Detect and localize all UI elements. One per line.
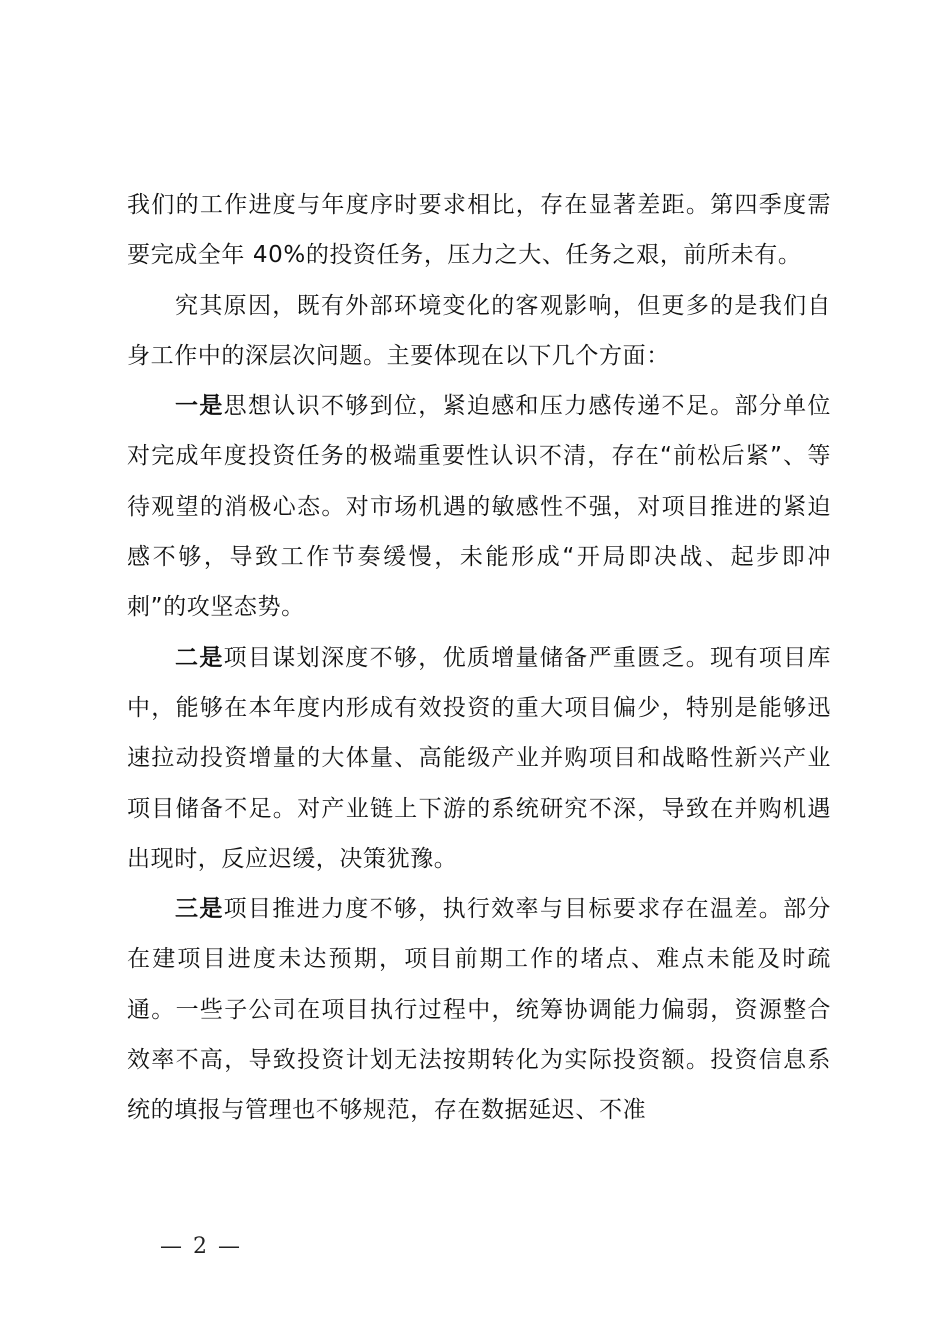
paragraph-2-text: 究其原因，既有外部环境变化的客观影响，但更多的是我们自身工作中的深层次问题。主要体现在以下几个方面： [127,292,831,369]
paragraph-3 [127,381,831,632]
paragraph-1 [127,180,831,281]
paragraph-1-text: 我们的工作进度与年度序时要求相比，存在显著差距。第四季度需要完成全年 40%的投资任务，压力之大、任务之艰，前所未有。 [127,192,831,269]
page-number: — 2 — [160,1234,242,1259]
paragraph-5 [127,884,831,1135]
paragraph-2 [127,281,831,382]
paragraph-4-lead: 二是 [175,644,224,671]
paragraph-5-lead: 三是 [175,896,224,923]
paragraph-4 [127,633,831,884]
paragraph-3-lead: 一是 [175,393,224,420]
paragraph-3-text: 思想认识不够到位，紧迫感和压力感传递不足。部分单位对完成年度投资任务的极端重要性认识不清，存在“前松后紧”、等待观望的消极心态。对市场机遇的敏感性不强，对项目推进的紧迫感不够，导致工作节奏缓慢，未能形成“开局即决战、起步即冲刺”的攻坚态势。 [127,393,832,621]
paragraph-4-text: 项目谋划深度不够，优质增量储备严重匮乏。现有项目库中，能够在本年度内形成有效投资的重大项目偏少，特别是能够迅速拉动投资增量的大体量、高能级产业并购项目和战略性新兴产业项目储备不足。对产业链上下游的系统研究不深，导致在并购机遇出现时，反应迟缓，决策犹豫。 [127,644,832,872]
paragraph-5-text: 项目推进力度不够，执行效率与目标要求存在温差。部分在建项目进度未达预期，项目前期工作的堵点、难点未能及时疏通。一些子公司在项目执行过程中，统筹协调能力偏弱，资源整合效率不高，导致投资计划无法按期转化为实际投资额。投资信息系统的填报与管理也不够规范，存在数据延迟、不准 [127,896,832,1124]
document-body [127,180,831,1136]
